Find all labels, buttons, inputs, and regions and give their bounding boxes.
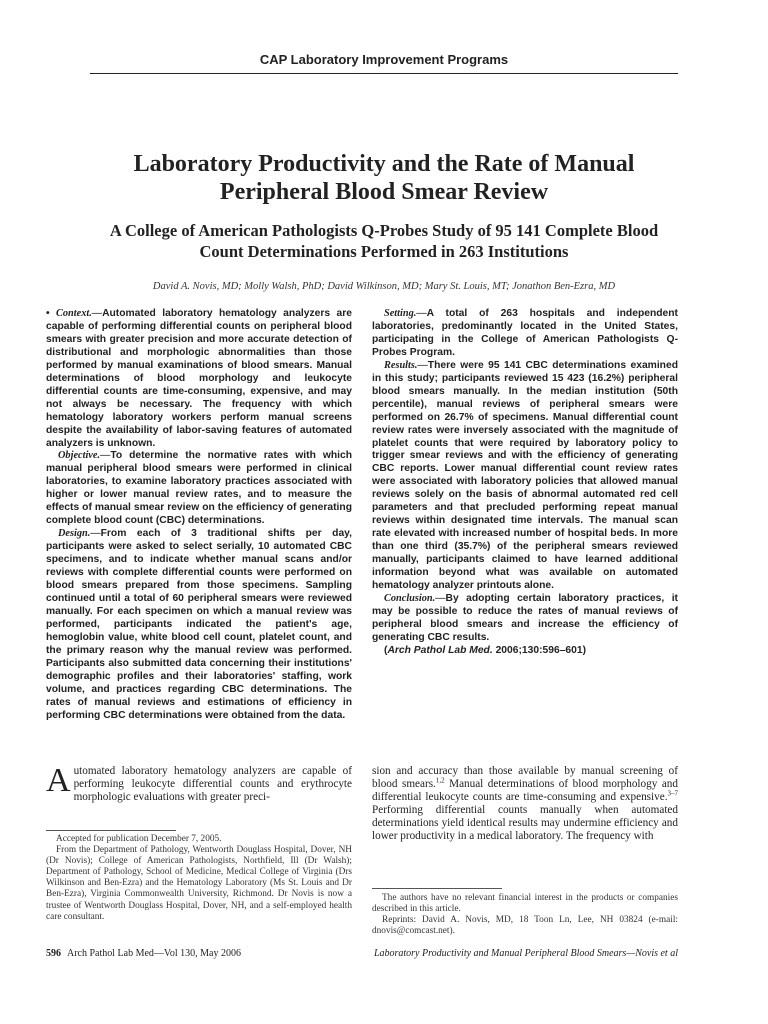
subtitle-line-2: Count Determinations Performed in 263 Institutions <box>199 242 569 261</box>
abstract-context <box>46 308 352 450</box>
footnote-disclosure: The authors have no relevant financial interest in the products or companies described in this article. <box>372 893 678 915</box>
results-text: There were 95 141 CBC determinations examined in this study; participants reviewed 15 423 (16.2%) peripheral blood smears manually. In the median institution (50th percentile), manual reviews of peripheral smears were performed on 26.7% of specimens. Manual differential count review rates were inversely associated with the magnitude of platelet counts that were required by laboratory policy to trigger smear reviews and with the efficiency of generating CBC reports. Lower manual differential count review rates were associated with laboratory policies that allowed manual reviews solely on the basis of abnormal automated red cell parameters and that precluded performing repeat manual reviews within designated time intervals. The manual scan rate elevated with increased number of hospital beds. In more than one third (35.7%) of the peripheral smears reviewed manually, participants claimed to have learned additional information beyond what was available on automated hematology analyzer printouts alone. <box>372 359 678 592</box>
title-line-1: Laboratory Productivity and the Rate of Manual <box>133 151 635 177</box>
running-head: CAP Laboratory Improvement Programs <box>259 52 509 67</box>
body-right-text-3: Performing differential counts manually when automated determinations yield identical results may undermine efficiency and lower productivity in a medical laboratory. The frequency with <box>372 804 678 842</box>
footnotes-right <box>372 893 678 937</box>
abstract-results <box>372 360 678 593</box>
title-line-2: Peripheral Blood Smear Review <box>219 179 549 205</box>
design-text: From each of 3 traditional shifts per day, participants were asked to select serially, 10 automated CBC specimens, and to indicate whether manual scans and/or reviews with complete differential counts were performed on blood smears prepared from those specimens. Sampling continued until a total of 60 peripheral smears were reviewed manually. For each specimen on which a manual review was performed, participants indicated the patient's age, hemoglobin value, white blood cell count, platelet count, and the primary reason why the manual review was performed. Participants also submitted data concerning their institutions' demographic profiles and their laboratories' staffing, work volume, and practices regarding CBC determinations. The rates of manual reviews and estimations of efficiency in performing CBC determinations were obtained from the data. <box>46 528 352 721</box>
context-text: Automated laboratory hematology analyzers are capable of performing differential counts on peripheral blood smears with greater precision and more accurate detection of distributional and morphologic abnormalities than those performed by manual examinations of blood smears. Manual determinations of blood morphology and leukocyte differential counts are time-consuming, expensive, and may not always be necessary. The frequency with which hematology laboratory workers perform manual screens despite the availability of labor-saving features of automated analyzers is unknown. <box>46 308 352 449</box>
citation-open: ( <box>384 644 388 656</box>
objective-label: Objective.— <box>58 450 111 462</box>
body-right-text-1: sion and accuracy than those available by manual screening of blood smears. <box>372 765 678 790</box>
footnote-affiliations: From the Department of Pathology, Wentworth Douglass Hospital, Dover, NH (Dr Novis); College of American Pathologists, Northfield, Ill (Dr Walsh); Department of Pathology, School of Medicine, Medical College of Virginia (Drs Wilkinson and Ben-Ezra) and the Hematology Laboratory (Ms St. Louis and Dr Ben-Ezra), Virginia Commonwealth University, Richmond. Dr Novis is now a trustee of Wentworth Douglass Hospital, Dover, NH, and a self-employed health care consultant. <box>46 845 352 922</box>
footnote-rule-left <box>46 830 176 831</box>
conclusion-text: By adopting certain laboratory practices, it may be possible to reduce the rates of manual reviews of peripheral blood smears and increase the efficiency of generating CBC results. <box>372 592 678 643</box>
footnote-rule-right <box>372 888 502 889</box>
body-left-text: utomated laboratory hematology analyzers are capable of performing leukocyte differential counts and erythrocyte morphologic evaluations with greater preci- <box>73 765 352 803</box>
drop-cap: A <box>46 762 71 799</box>
page-footer-right: Laboratory Productivity and Manual Peripheral Blood Smears—Novis et al <box>373 948 678 959</box>
article-title <box>60 150 708 206</box>
abstract-setting <box>372 308 678 360</box>
setting-text: A total of 263 hospitals and independent laboratories, predominantly located in the United States, participating in the College of American Pathologists Q-Probes Program. <box>372 308 678 358</box>
results-label: Results.— <box>384 359 428 371</box>
body-left-column <box>46 762 352 804</box>
body-right-column <box>372 765 678 843</box>
citation-journal: Arch Pathol Lab Med. <box>387 644 493 656</box>
citation-details: 2006;130:596–601) <box>492 644 587 656</box>
objective-text: To determine the normative rates with which manual peripheral blood smears were performed in clinical laboratories, to examine laboratory practices associated with higher or lower manual review rates, and to measure the effects of manual smear review on the efficiency of generating complete blood count (CBC) determinations. <box>46 450 352 527</box>
running-head-rule <box>90 73 678 74</box>
abstract-citation <box>372 645 678 658</box>
reference-3-7: 3–7 <box>667 789 678 798</box>
design-label: Design.— <box>58 528 101 540</box>
conclusion-label: Conclusion.— <box>384 592 446 604</box>
page-number: 596 <box>46 948 61 959</box>
footnote-reprints: Reprints: David A. Novis, MD, 18 Toon Ln, Lee, NH 03824 (e-mail: dnovis@comcast.net). <box>372 915 678 937</box>
body-paragraph-1 <box>46 762 352 804</box>
page-footer-left <box>46 948 241 959</box>
footnote-accepted: Accepted for publication December 7, 2005. <box>56 834 222 844</box>
article-subtitle <box>40 220 728 262</box>
abstract-conclusion <box>372 593 678 645</box>
context-label: Context.— <box>56 308 103 319</box>
abstract-design <box>46 528 352 722</box>
body-paragraph-1-continued <box>372 765 678 843</box>
subtitle-line-1: A College of American Pathologists Q-Probes Study of 95 141 Complete Blood <box>109 221 659 240</box>
abstract-left-column <box>46 308 352 723</box>
reference-1-2: 1,2 <box>435 776 445 785</box>
author-list: David A. Novis, MD; Molly Walsh, PhD; David Wilkinson, MD; Mary St. Louis, MT; Jonathon Ben-Ezra, MD <box>152 281 616 292</box>
footer-journal: Arch Pathol Lab Med—Vol 130, May 2006 <box>67 948 241 959</box>
body-right-text-2: Manual determinations of blood morphology and differential leukocyte counts are time-consuming and expensive. <box>372 778 678 803</box>
bullet-icon: • <box>46 308 50 319</box>
abstract-objective <box>46 450 352 528</box>
setting-label: Setting.— <box>384 308 427 319</box>
abstract-right-column <box>372 308 678 658</box>
footnotes-left <box>46 834 352 923</box>
